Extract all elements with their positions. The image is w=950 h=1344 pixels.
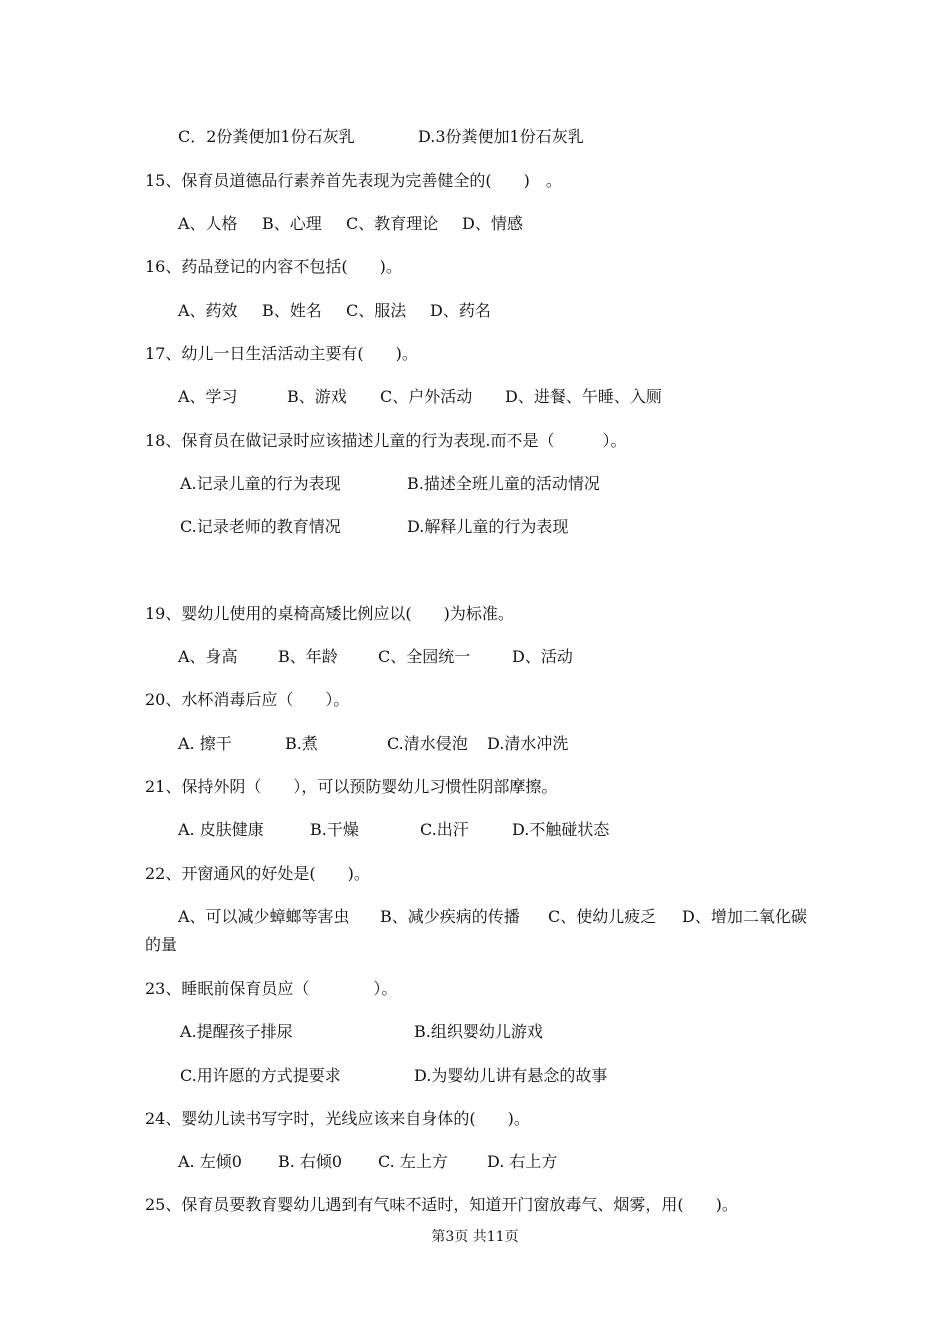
option-q16-c: C、服法 bbox=[346, 301, 407, 320]
option-q18-b: B.描述全班儿童的活动情况 bbox=[407, 474, 600, 493]
question-23: 23、睡眠前保育员应（ ）。 bbox=[145, 979, 398, 998]
option-q17-b: B、游戏 bbox=[287, 387, 347, 406]
question-19: 19、婴幼儿使用的桌椅高矮比例应以( )为标准。 bbox=[145, 604, 514, 623]
option-q18-c: C.记录老师的教育情况 bbox=[180, 517, 341, 536]
question-22: 22、开窗通风的好处是( )。 bbox=[145, 864, 370, 883]
option-q15-a: A、人格 bbox=[178, 214, 238, 233]
option-q21-c: C.出汗 bbox=[420, 820, 469, 839]
question-18: 18、保育员在做记录时应该描述儿童的行为表现.而不是（ ）。 bbox=[145, 431, 627, 450]
option-q24-d: D. 右上方 bbox=[487, 1152, 558, 1171]
option-q20-b: B.煮 bbox=[285, 734, 318, 753]
option-q18-d: D.解释儿童的行为表现 bbox=[407, 517, 569, 536]
option-q19-d: D、活动 bbox=[512, 647, 573, 666]
option-q17-c: C、户外活动 bbox=[380, 387, 473, 406]
option-q17-d: D、进餐、午睡、入厕 bbox=[505, 387, 662, 406]
option-q24-b: B. 右倾0 bbox=[278, 1152, 343, 1171]
option-q23-a: A.提醒孩子排尿 bbox=[180, 1022, 293, 1041]
option-q22-c: C、使幼儿疲乏 bbox=[548, 907, 657, 926]
option-q16-b: B、姓名 bbox=[262, 301, 322, 320]
option-q23-c: C.用许愿的方式提要求 bbox=[180, 1066, 341, 1085]
option-q20-a: A. 擦干 bbox=[178, 734, 232, 753]
option-q23-d: D.为婴幼儿讲有悬念的故事 bbox=[414, 1066, 608, 1085]
option-q22-a: A、可以减少蟑螂等害虫 bbox=[178, 907, 350, 926]
option-q20-c: C.清水侵泡 bbox=[387, 734, 468, 753]
question-15: 15、保育员道德品行素养首先表现为完善健全的( ) 。 bbox=[145, 171, 562, 190]
option-q19-b: B、年龄 bbox=[278, 647, 338, 666]
option-q17-a: A、学习 bbox=[178, 387, 238, 406]
question-21: 21、保持外阴（ ），可以预防婴幼儿习惯性阴部摩擦。 bbox=[145, 777, 558, 796]
option-q21-d: D.不触碰状态 bbox=[512, 820, 610, 839]
option-q14-c: C．2份粪便加1份石灰乳 bbox=[178, 127, 355, 146]
question-25: 25、保育员要教育婴幼儿遇到有气味不适时，知道开门窗放毒气、烟雾，用( )。 bbox=[145, 1195, 738, 1214]
option-q22-d: D、增加二氧化碳 bbox=[682, 907, 807, 926]
page-footer: 第3页 共11页 bbox=[431, 1229, 519, 1245]
option-q22-continuation: 的量 bbox=[145, 935, 178, 954]
option-q18-a: A.记录儿童的行为表现 bbox=[180, 474, 341, 493]
option-q14-d: D.3份粪便加1份石灰乳 bbox=[418, 127, 584, 146]
question-24: 24、婴幼儿读书写字时，光线应该来自身体的( )。 bbox=[145, 1109, 530, 1128]
option-q15-b: B、心理 bbox=[262, 214, 322, 233]
option-q21-b: B.干燥 bbox=[310, 820, 359, 839]
option-q22-b: B、减少疾病的传播 bbox=[380, 907, 520, 926]
question-16: 16、药品登记的内容不包括( )。 bbox=[145, 257, 402, 276]
option-q24-a: A. 左倾0 bbox=[178, 1152, 242, 1171]
option-q15-c: C、教育理论 bbox=[346, 214, 439, 233]
option-q23-b: B.组织婴幼儿游戏 bbox=[414, 1022, 543, 1041]
question-17: 17、幼儿一日生活活动主要有( )。 bbox=[145, 344, 418, 363]
option-q16-d: D、药名 bbox=[430, 301, 491, 320]
option-q21-a: A. 皮肤健康 bbox=[178, 820, 264, 839]
option-q24-c: C. 左上方 bbox=[378, 1152, 448, 1171]
option-q19-c: C、全园统一 bbox=[378, 647, 471, 666]
option-q16-a: A、药效 bbox=[178, 301, 238, 320]
question-20: 20、水杯消毒后应（ ）。 bbox=[145, 690, 350, 709]
option-q15-d: D、情感 bbox=[462, 214, 523, 233]
option-q20-d: D.清水冲洗 bbox=[487, 734, 569, 753]
option-q19-a: A、身高 bbox=[178, 647, 238, 666]
